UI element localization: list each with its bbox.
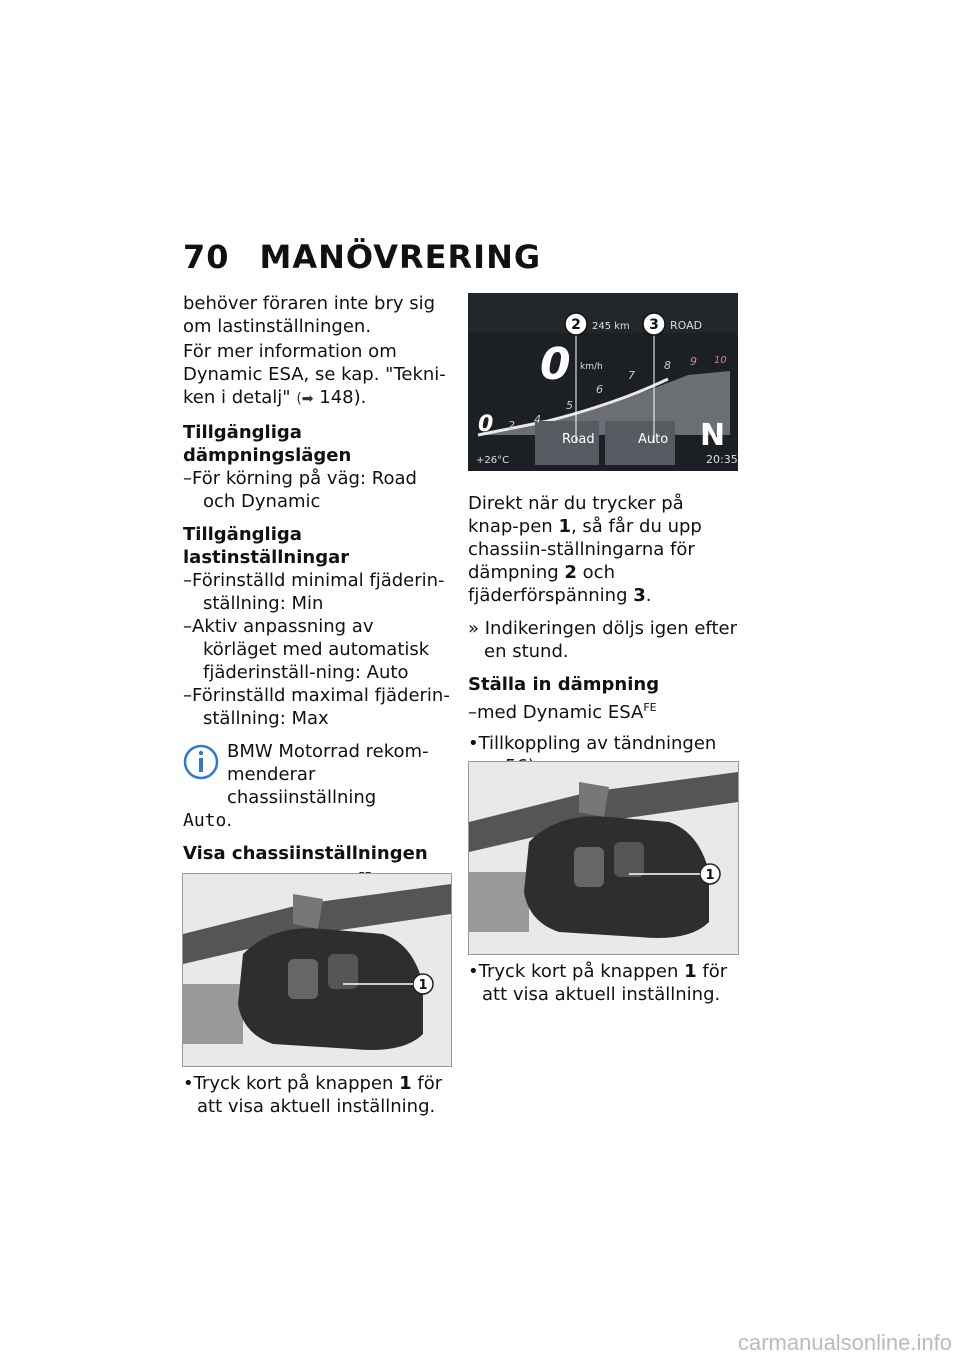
damping-item: –För körning på väg: Road och Dynamic: [183, 468, 417, 512]
handlebar-figure: [182, 873, 452, 1067]
note-code-line: Auto.: [183, 810, 233, 831]
set-heading: Ställa in dämpning: [468, 674, 660, 695]
rpm-tick: 5: [566, 399, 573, 412]
hide-result: » Indikeringen döljs igen efter en stund.: [468, 618, 737, 662]
note-text: BMW Motorrad rekom-menderar chassiinställning: [227, 741, 429, 808]
time-readout: 20:35: [706, 453, 738, 466]
chapter-title: MANÖVRERING: [259, 238, 542, 276]
page-header: [183, 238, 541, 276]
watermark: carmanualsonline.info: [737, 1330, 952, 1355]
set-sub: –med Dynamic $ESA^{FE}$: [468, 701, 657, 723]
rpm-tick: 10: [714, 355, 727, 366]
callout-3: 3: [649, 317, 659, 333]
ignition-step: •Tillkoppling av tändningen: [468, 733, 717, 754]
info-icon: [183, 742, 219, 782]
handlebar-illustration: [183, 874, 451, 1066]
left-press-step: •Tryck kort på knappen 1 för att visa aktuell inställning.: [183, 1073, 443, 1117]
load-item: –Förinställd minimal fjäderin-ställning: Min: [183, 570, 445, 614]
press-result-text: Direkt när du trycker på knap-pen 1, så får du upp chassiin-ställningarna för dämpning 2 och fjäderförspänning 3.: [468, 493, 702, 606]
rpm-tick: 6: [596, 383, 603, 396]
gear-readout: N: [700, 418, 726, 453]
rpm-tick: 7: [628, 369, 635, 382]
handlebar-illustration: [469, 762, 738, 954]
speed-unit: km/h: [580, 362, 603, 372]
load-item: –Aktiv anpassning av körläget med automatisk fjäderinställ-ning: Auto: [183, 616, 430, 683]
callout-1: 1: [418, 978, 428, 993]
handlebar-figure-right: [468, 761, 739, 955]
road-label: Road: [562, 432, 595, 447]
intro-text: behöver föraren inte bry sig om lastinställningen.: [183, 293, 436, 337]
mode-readout: ROAD: [670, 319, 703, 332]
distance-readout: 245 km: [592, 321, 630, 332]
damping-heading: Tillgängliga dämpningslägen: [183, 422, 352, 466]
callout-1: 1: [705, 868, 715, 883]
page-number: 70: [183, 238, 230, 276]
load-item: –Förinställd maximal fjäderin-ställning: Max: [183, 685, 450, 729]
rpm-tick: 9: [690, 355, 697, 368]
right-column: [468, 492, 740, 780]
intro-ref-text: För mer information om Dynamic ESA, se kap. "Tekni-ken i detalj" (➡ 148).: [183, 341, 446, 408]
info-note: [183, 740, 451, 809]
left-column: [183, 292, 451, 949]
rpm-tick: 4: [534, 413, 541, 426]
tft-display-figure: [468, 293, 738, 471]
rpm-tick: 0: [478, 412, 494, 437]
arrow-right-icon: (➡: [296, 391, 314, 407]
temp-readout: +26°C: [476, 455, 510, 466]
view-heading: Visa chassiinställningen: [183, 843, 428, 864]
auto-label: Auto: [638, 432, 669, 447]
rpm-tick: 2: [508, 419, 515, 432]
callout-2: 2: [571, 317, 581, 333]
tft-display: [468, 293, 738, 471]
rpm-tick: 8: [664, 359, 671, 372]
speed-readout: 0: [540, 339, 571, 390]
load-heading: Tillgängliga lastinställningar: [183, 524, 350, 568]
right-press-step: •Tryck kort på knappen 1 för att visa aktuell inställning.: [468, 961, 728, 1005]
